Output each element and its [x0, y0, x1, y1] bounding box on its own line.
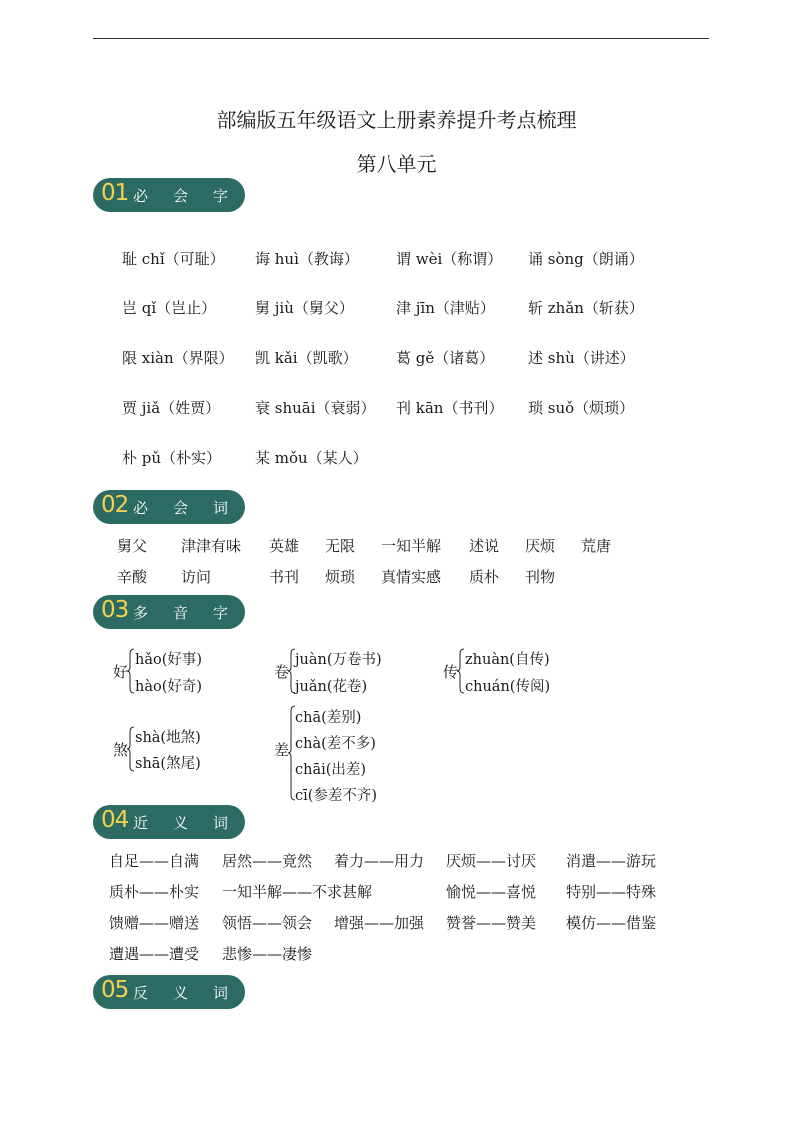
polyphone-reading: shà(地煞) — [135, 730, 201, 746]
word-item: 辛酸 — [117, 568, 148, 586]
word-item: 书刊 — [269, 568, 300, 586]
character-item: 朴 pǔ（朴实） — [122, 449, 222, 467]
synonym-pair: 厌烦——讨厌 — [446, 852, 537, 870]
section-badge-characters — [93, 178, 254, 212]
polyphone-char: 好 — [113, 663, 129, 681]
polyphone-reading: chà(差不多) — [295, 736, 376, 752]
word-item: 访问 — [181, 568, 212, 586]
character-item: 岂 qǐ（岂止） — [122, 299, 217, 317]
character-item: 贾 jiǎ（姓贾） — [122, 399, 221, 417]
unit-title: 第八单元 — [356, 152, 437, 176]
synonym-pair: 赞誉——赞美 — [446, 914, 537, 932]
word-item: 质朴 — [469, 568, 500, 586]
page-title: 部编版五年级语文上册素养提升考点梳理 — [216, 108, 577, 132]
polyphone-reading: juǎn(花卷) — [295, 679, 368, 695]
word-item: 一知半解 — [381, 537, 442, 555]
character-item: 刊 kān（书刊） — [396, 399, 504, 417]
synonym-pair: 着力——用力 — [334, 852, 425, 870]
section-badge-words — [93, 490, 254, 524]
character-item: 耻 chǐ（可耻） — [122, 250, 225, 268]
brace-icon — [457, 648, 465, 694]
polyphone-reading: chāi(出差) — [295, 762, 367, 778]
synonym-pair: 馈赠——赠送 — [109, 914, 200, 932]
section-label: 必会字 — [133, 187, 254, 205]
synonym-pair: 居然——竟然 — [222, 852, 313, 870]
polyphone-reading: hǎo(好事) — [135, 652, 203, 668]
word-item: 厌烦 — [525, 537, 556, 555]
polyphone-char: 煞 — [113, 741, 129, 759]
character-item: 某 mǒu（某人） — [255, 449, 368, 467]
section-number: 01 — [101, 180, 129, 206]
synonym-pair: 消遣——游玩 — [566, 852, 657, 870]
polyphone-reading: shā(煞尾) — [135, 756, 201, 772]
section-badge-polyphones — [93, 595, 254, 629]
synonym-pair: 悲惨——凄惨 — [222, 945, 313, 963]
character-item: 斩 zhǎn（斩获） — [528, 299, 644, 317]
character-item: 诵 sòng（朗诵） — [528, 250, 644, 268]
section-number: 02 — [101, 492, 129, 518]
section-number: 05 — [101, 977, 129, 1003]
synonym-pair: 领悟——领会 — [222, 914, 313, 932]
synonym-pair: 愉悦——喜悦 — [446, 883, 537, 901]
character-item: 津 jīn（津贴） — [396, 299, 495, 317]
synonym-pair: 模仿——借鉴 — [566, 914, 657, 932]
section-label: 多音字 — [133, 604, 254, 622]
word-item: 无限 — [325, 537, 356, 555]
word-item: 津津有味 — [181, 537, 242, 555]
section-badge-synonyms — [93, 805, 254, 839]
character-item: 舅 jiù（舅父） — [255, 299, 354, 317]
section-label: 必会词 — [133, 499, 254, 517]
synonym-pair: 特别——特殊 — [566, 883, 657, 901]
synonym-pair: 自足——自满 — [109, 852, 200, 870]
header-rule — [93, 38, 709, 39]
section-number: 04 — [101, 807, 129, 833]
polyphone-reading: hào(好奇) — [135, 679, 203, 695]
word-item: 真情实感 — [381, 568, 442, 586]
character-item: 诲 huì（教诲） — [255, 250, 359, 268]
word-item: 英雄 — [269, 537, 300, 555]
word-item: 刊物 — [525, 568, 556, 586]
character-item: 凯 kǎi（凯歌） — [255, 349, 358, 367]
character-item: 述 shù（讲述） — [528, 349, 635, 367]
polyphone-char: 差 — [274, 741, 290, 759]
character-item: 琐 suǒ（烦琐） — [528, 399, 635, 417]
synonym-pair: 一知半解——不求甚解 — [222, 883, 373, 901]
polyphone-reading: chā(差别) — [295, 710, 362, 726]
character-item: 衰 shuāi（衰弱） — [255, 399, 376, 417]
brace-icon — [127, 648, 135, 694]
section-number: 03 — [101, 597, 129, 623]
polyphone-reading: zhuàn(自传) — [465, 652, 550, 668]
section-badge-antonyms — [93, 975, 254, 1009]
polyphone-char: 卷 — [274, 663, 290, 681]
polyphone-char: 传 — [443, 663, 459, 681]
section-label: 近义词 — [133, 814, 254, 832]
synonym-pair: 质朴——朴实 — [109, 883, 200, 901]
polyphone-reading: chuán(传阅) — [465, 679, 551, 695]
polyphone-reading: juàn(万卷书) — [295, 652, 382, 668]
character-item: 葛 gě（诸葛） — [396, 349, 495, 367]
character-item: 谓 wèi（称谓） — [396, 250, 503, 268]
synonym-pair: 遭遇——遭受 — [109, 945, 200, 963]
brace-icon — [127, 726, 135, 772]
word-item: 述说 — [469, 537, 500, 555]
synonym-pair: 增强——加强 — [334, 914, 425, 932]
character-item: 限 xiàn（界限） — [122, 349, 234, 367]
word-item: 烦琐 — [325, 568, 356, 586]
polyphone-reading: cī(参差不齐) — [295, 788, 378, 804]
section-label: 反义词 — [133, 984, 254, 1002]
word-item: 荒唐 — [581, 537, 612, 555]
word-item: 舅父 — [117, 537, 148, 555]
